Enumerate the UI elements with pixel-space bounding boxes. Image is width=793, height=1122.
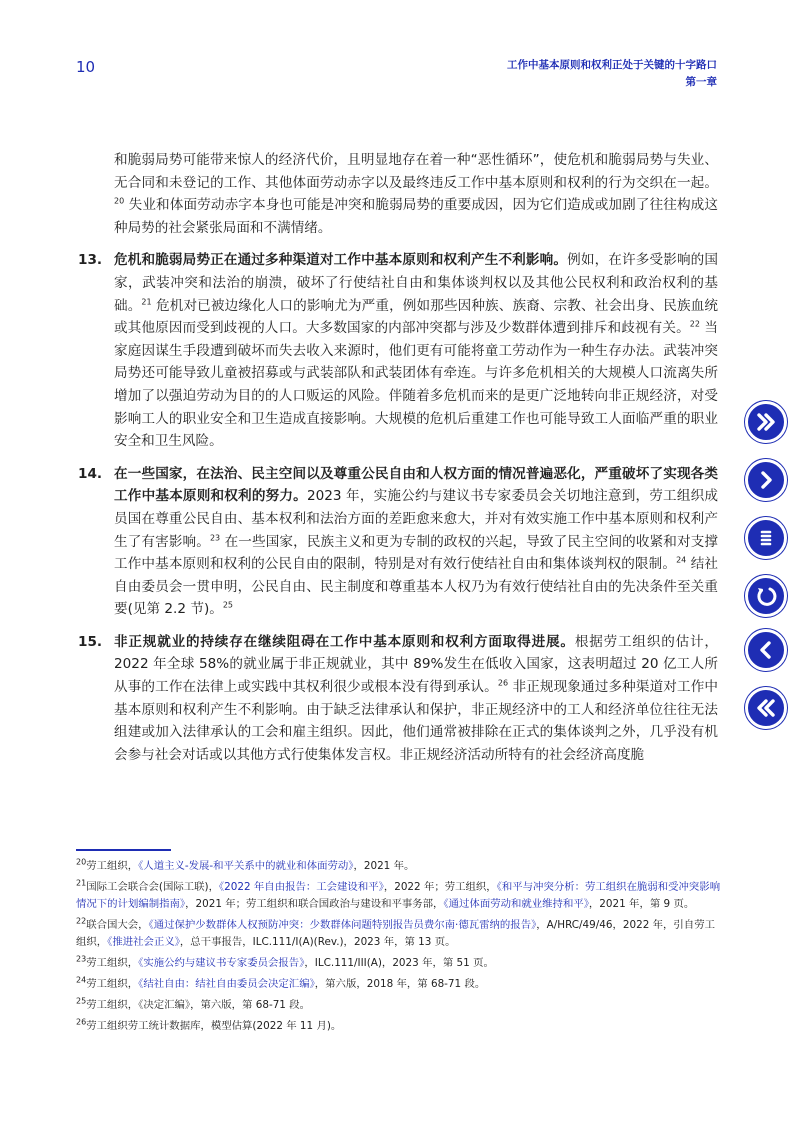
main-text bbox=[78, 149, 718, 776]
paragraph-14: 14. 在一些国家，在法治、民主空间以及尊重公民自由和人权方面的情况普遍恶化，严重破坏了实现各类工作中基本原则和权利的努力。2023 年，实施公约与建议书专家委员会关切地注意到，劳工组织成员国在尊重公民自由、基本权利和法治方面的差距愈来愈大，并对有效实施工作中基本原则和权利产生了有害影响。$^{23}$ 在一些国家，民族主义和更为专制的政权的兴起，导致了民主空间的收紧和对支撑工作中基本原则和权利的公民自由的限制，特别是对有效行使结社自由和集体谈判权的限制。$^{24}$ 结社自由委员会一贯申明，公民自由、民主制度和尊重基本人权乃为有效行使结社自由的先决条件至关重要(见第 2.2 节)。$^{25}$ bbox=[78, 463, 718, 621]
footnote-ref[interactable]: 20 bbox=[114, 196, 125, 206]
footnote-link[interactable]: 《2022 年自由报告：工会建设和平》 bbox=[218, 881, 384, 893]
footnote-26: $^{26}$劳工组织劳工统计数据库，模型估算(2022 年 11 月)。 bbox=[76, 1017, 342, 1032]
footnote-link[interactable]: 《和平与冲突分析：劳工组织在脆弱和受冲突影响情况下的计划编制指南》 bbox=[76, 881, 721, 910]
footnote-link[interactable]: 《通过体面劳动和就业维持和平》 bbox=[443, 898, 589, 910]
paragraph-number: 15. bbox=[78, 633, 103, 650]
header-title: 工作中基本原则和权利正处于关键的十字路口 bbox=[507, 59, 717, 71]
page-number: 10 bbox=[76, 58, 96, 76]
next-page-button[interactable] bbox=[745, 459, 787, 501]
paragraph-lead: 非正规就业的持续存在继续阻碍在工作中基本原则和权利方面取得进展。 bbox=[114, 633, 575, 650]
footnote-ref[interactable]: 24 bbox=[676, 555, 687, 565]
footnotes bbox=[76, 858, 721, 1039]
footnote-25: $^{25}$劳工组织，《决定汇编》，第六版，第 68-71 段。 bbox=[76, 996, 311, 1011]
paragraph-lead: 在一些国家，在法治、民主空间以及尊重公民自由和人权方面的情况普遍恶化，严重破坏了实现各类工作中基本原则和权利的努力。 bbox=[114, 465, 718, 505]
paragraph-15: 15. 非正规就业的持续存在继续阻碍在工作中基本原则和权利方面取得进展。根据劳工组织的估计，2022 年全球 58%的就业属于非正规就业，其中 89%发生在低收入国家，这表明超过 20 亿工人所从事的工作在法律上或实践中其权利很少或根本没有得到承认。$^{26}$ 非正规现象通过多种渠道对工作中基本原则和权利产生不利影响。由于缺乏法律承认和保护，非正规经济中的工人和经济单位往往无法组建或加入法律承认的工会和雇主组织。因此，他们通常被排除在正式的集体谈判之外，几乎没有机会参与社会对话或以其他方式行使集体发言权。非正规经济活动所特有的社会经济高度脆 bbox=[78, 631, 718, 767]
footnote-20: $^{20}$劳工组织，《人道主义-发展-和平关系中的就业和体面劳动》，2021 年。 bbox=[76, 857, 415, 872]
footnote-link[interactable]: 《实施公约与建议书专家委员会报告》 bbox=[138, 957, 305, 969]
footnote-ref[interactable]: 25 bbox=[222, 600, 234, 610]
next-page-icon bbox=[754, 468, 778, 492]
paragraph-13: 13. 危机和脆弱局势正在通过多种渠道对工作中基本原则和权利产生不利影响。例如，在许多受影响的国家，武装冲突和法治的崩溃，破坏了行使结社自由和集体谈判权以及其他公民权利和政治权利的基础。$^{21}$ 危机对已被边缘化人口的影响尤为严重，例如那些因种族、族裔、宗教、社会出身、民族血统或其他原因而受到歧视的人口。大多数国家的内部冲突都与涉及少数群体遭到排斥和歧视有关。$^{22}$ 当家庭因谋生手段遭到破坏而失去收入来源时，他们更有可能将童工劳动作为一种生存办法。武装冲突局势还可能导致儿童被招募或与武装部队和武装团体有牵连。与许多危机相关的大规模人口流离失所增加了以强迫劳动为目的的人口贩运的风险。伴随着多危机而来的是更广泛地转向非正规经济，对受影响工人的职业安全和卫生造成直接影响。大规模的危机后重建工作也可能导致工人面临严重的职业安全和卫生风险。 bbox=[78, 249, 718, 452]
previous-page-icon bbox=[754, 638, 778, 662]
paragraph-continuation: 和脆弱局势可能带来惊人的经济代价，且明显地存在着一种“恶性循环”，使危机和脆弱局势与失业、无合同和未登记的工作、其他体面劳动赤字以及最终违反工作中基本原则和权利的行为交织在一起。$^{20}$ 失业和体面劳动赤字本身也可能是冲突和脆弱局势的重要成因，因为它们造成或加剧了往往构成这种局势的社会紧张局面和不满情绪。 bbox=[114, 152, 718, 236]
contents-icon bbox=[754, 526, 778, 550]
footnote-ref[interactable]: 21 bbox=[141, 297, 152, 307]
last-page-icon bbox=[754, 410, 778, 434]
footnote-ref[interactable]: 22 bbox=[689, 319, 700, 329]
footnote-ref[interactable]: 26 bbox=[497, 678, 509, 688]
header-chapter: 第一章 bbox=[685, 76, 717, 88]
first-page-icon bbox=[754, 696, 778, 720]
footnote-divider bbox=[76, 849, 171, 851]
paragraph-lead: 危机和脆弱局势正在通过多种渠道对工作中基本原则和权利产生不利影响。 bbox=[114, 252, 568, 269]
footnote-23: $^{23}$劳工组织，《实施公约与建议书专家委员会报告》，ILC.111/III(A)，2023 年，第 51 页。 bbox=[76, 954, 494, 969]
footnote-24: $^{24}$劳工组织，《结社自由：结社自由委员会决定汇编》，第六版，2018 年，第 68-71 段。 bbox=[76, 975, 486, 990]
footnote-link[interactable]: 《结社自由：结社自由委员会决定汇编》 bbox=[138, 978, 315, 990]
footnote-22: $^{22}$联合国大会，《通过保护少数群体人权预防冲突：少数群体问题特别报告员费尔南·德瓦雷纳的报告》，A/HRC/49/46，2022 年，引自劳工组织，《推进社会正义》，总干事报告，ILC.111/I(A)(Rev.)，2023 年，第 13 页。 bbox=[76, 916, 715, 948]
footnote-link[interactable]: 《通过保护少数群体人权预防冲突：少数群体问题特别报告员费尔南·德瓦雷纳的报告》 bbox=[148, 919, 537, 931]
paragraph-number: 14. bbox=[78, 465, 103, 482]
footnote-link[interactable]: 《人道主义-发展-和平关系中的就业和体面劳动》 bbox=[138, 860, 354, 872]
running-header bbox=[507, 57, 717, 91]
back-icon bbox=[754, 584, 778, 608]
footnote-link[interactable]: 《推进社会正义》 bbox=[107, 936, 180, 948]
paragraph-number: 13. bbox=[78, 252, 103, 269]
contents-button[interactable] bbox=[745, 517, 787, 559]
footnote-21: $^{21}$国际工会联合会(国际工联)，《2022 年自由报告：工会建设和平》，2022 年；劳工组织，《和平与冲突分析：劳工组织在脆弱和受冲突影响情况下的计划编制指南》，2021 年；劳工组织和联合国政治与建设和平事务部，《通过体面劳动和就业维持和平》，2021 年，第 9 页。 bbox=[76, 878, 721, 910]
previous-page-button[interactable] bbox=[745, 629, 787, 671]
back-button[interactable] bbox=[745, 575, 787, 617]
last-page-button[interactable] bbox=[745, 401, 787, 443]
footnote-ref[interactable]: 23 bbox=[209, 532, 221, 542]
first-page-button[interactable] bbox=[745, 687, 787, 729]
